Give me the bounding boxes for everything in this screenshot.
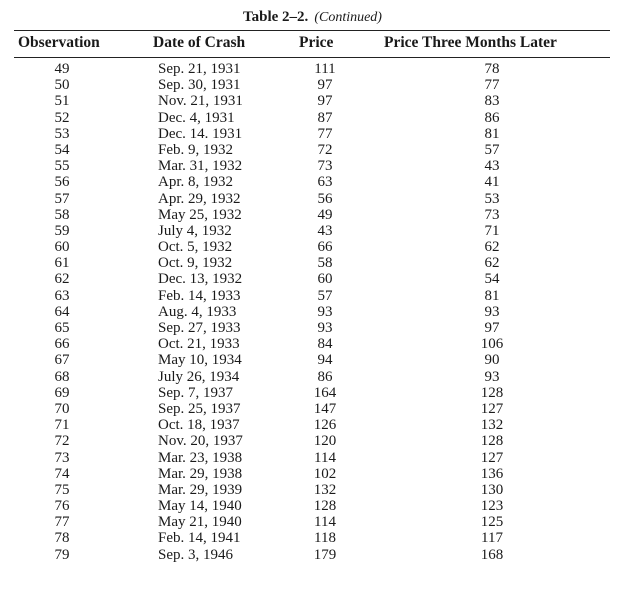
price-later-cell: 127 [480, 400, 504, 417]
table-caption [0, 8, 625, 27]
price-later-cell: 53 [484, 190, 500, 207]
observation-cell: 49 [54, 61, 70, 77]
price-cell: 97 [317, 93, 333, 110]
table-row [0, 401, 625, 417]
table-row [0, 336, 625, 352]
observation-cell: 67 [54, 352, 70, 369]
price-cell: 49 [317, 206, 333, 223]
price-later-cell: 41 [484, 174, 500, 191]
observation-cell: 77 [54, 514, 70, 531]
table-row [0, 93, 625, 109]
observation-cell: 54 [54, 141, 70, 158]
table-row [0, 142, 625, 158]
table-row [0, 77, 625, 93]
price-later-cell: 78 [484, 61, 500, 77]
table-row [0, 352, 625, 368]
date-cell: Sep. 3, 1946 [158, 546, 233, 563]
observation-cell: 66 [54, 336, 70, 353]
observation-cell: 78 [54, 530, 70, 547]
price-later-cell: 130 [480, 481, 504, 498]
table-row [0, 385, 625, 401]
price-later-cell: 83 [484, 93, 500, 110]
observation-cell: 69 [54, 384, 70, 401]
price-cell: 58 [317, 255, 333, 272]
table-continued-note: (Continued) [314, 10, 382, 25]
price-cell: 57 [317, 287, 333, 304]
date-cell: July 26, 1934 [158, 368, 240, 385]
date-cell: Dec. 4, 1931 [158, 109, 235, 126]
price-cell: 164 [313, 384, 337, 401]
price-later-cell: 128 [480, 384, 504, 401]
price-later-cell: 123 [480, 498, 504, 515]
date-cell: Oct. 21, 1933 [158, 336, 240, 353]
price-later-cell: 81 [484, 287, 500, 304]
price-cell: 56 [317, 190, 333, 207]
date-cell: Feb. 14, 1933 [158, 287, 241, 304]
price-cell: 72 [317, 141, 333, 158]
header-price: Price [299, 34, 334, 51]
table-row [0, 207, 625, 223]
table-row [0, 61, 625, 77]
price-cell: 102 [313, 465, 337, 482]
date-cell: Nov. 21, 1931 [158, 93, 243, 110]
date-cell: Nov. 20, 1937 [158, 433, 243, 450]
observation-cell: 53 [54, 125, 70, 142]
date-cell: Feb. 14, 1941 [158, 530, 241, 547]
table-row [0, 271, 625, 287]
price-later-cell: 62 [484, 255, 500, 272]
date-cell: Mar. 29, 1939 [158, 481, 243, 498]
table-row [0, 304, 625, 320]
date-cell: Sep. 7, 1937 [158, 384, 233, 401]
observation-cell: 58 [54, 206, 70, 223]
observation-cell: 72 [54, 433, 70, 450]
price-cell: 66 [317, 239, 333, 256]
date-cell: Aug. 4, 1933 [158, 303, 237, 320]
header-date-of-crash: Date of Crash [153, 34, 246, 51]
table-row [0, 547, 625, 563]
price-later-cell: 77 [484, 77, 500, 94]
price-cell: 77 [317, 125, 333, 142]
observation-cell: 51 [54, 93, 70, 110]
observation-cell: 64 [54, 303, 70, 320]
top-rule [14, 30, 610, 31]
price-cell: 126 [313, 417, 337, 434]
table-row [0, 110, 625, 126]
observation-cell: 61 [54, 255, 70, 272]
observation-cell: 71 [54, 417, 70, 434]
table-row [0, 498, 625, 514]
price-cell: 111 [314, 61, 336, 77]
price-cell: 86 [317, 368, 333, 385]
price-later-cell: 73 [484, 206, 500, 223]
price-later-cell: 54 [484, 271, 500, 288]
date-cell: Sep. 25, 1937 [158, 400, 241, 417]
observation-cell: 60 [54, 239, 70, 256]
header-rule [14, 57, 610, 58]
price-cell: 60 [317, 271, 333, 288]
observation-cell: 59 [54, 222, 70, 239]
observation-cell: 79 [54, 546, 70, 563]
price-cell: 94 [317, 352, 333, 369]
date-cell: Apr. 29, 1932 [158, 190, 241, 207]
price-cell: 97 [317, 77, 333, 94]
price-cell: 63 [317, 174, 333, 191]
price-cell: 87 [317, 109, 333, 126]
date-cell: Oct. 9, 1932 [158, 255, 233, 272]
price-cell: 118 [314, 530, 336, 547]
observation-cell: 70 [54, 400, 70, 417]
observation-cell: 76 [54, 498, 70, 515]
table-row [0, 450, 625, 466]
observation-cell: 63 [54, 287, 70, 304]
price-later-cell: 93 [484, 303, 500, 320]
date-cell: Mar. 23, 1938 [158, 449, 243, 466]
table-row [0, 126, 625, 142]
price-cell: 147 [313, 400, 337, 417]
observation-cell: 73 [54, 449, 70, 466]
price-later-cell: 106 [480, 336, 504, 353]
price-cell: 114 [314, 449, 336, 466]
table-row [0, 223, 625, 239]
price-later-cell: 97 [484, 320, 500, 336]
price-later-cell: 117 [481, 530, 503, 547]
date-cell: Oct. 18, 1937 [158, 417, 240, 434]
price-later-cell: 93 [484, 368, 500, 385]
table-row [0, 158, 625, 174]
table-number: Table 2–2. [243, 9, 309, 25]
observation-cell: 50 [54, 77, 70, 94]
table-row [0, 417, 625, 433]
date-cell: July 4, 1932 [158, 222, 232, 239]
date-cell: Mar. 31, 1932 [158, 158, 243, 175]
table-row [0, 369, 625, 385]
price-cell: 179 [313, 546, 337, 563]
price-cell: 120 [313, 433, 337, 450]
price-cell: 73 [317, 158, 333, 175]
price-later-cell: 81 [484, 125, 500, 142]
price-cell: 84 [317, 336, 333, 353]
table-row [0, 433, 625, 449]
date-cell: May 10, 1934 [158, 352, 242, 369]
observation-cell: 55 [54, 158, 70, 175]
table-row [0, 320, 625, 336]
observation-cell: 62 [54, 271, 70, 288]
date-cell: Sep. 30, 1931 [158, 77, 241, 94]
observation-cell: 75 [54, 481, 70, 498]
table-row [0, 191, 625, 207]
table-row [0, 514, 625, 530]
observation-cell: 56 [54, 174, 70, 191]
price-cell: 93 [317, 320, 333, 336]
table-row [0, 530, 625, 546]
date-cell: Sep. 27, 1933 [158, 320, 241, 336]
price-later-cell: 86 [484, 109, 500, 126]
header-price-three-months-later: Price Three Months Later [384, 34, 557, 51]
date-cell: Dec. 14. 1931 [158, 125, 243, 142]
table-row [0, 288, 625, 304]
date-cell: Sep. 21, 1931 [158, 61, 241, 77]
price-cell: 93 [317, 303, 333, 320]
table-body [0, 61, 625, 563]
price-cell: 114 [314, 514, 336, 531]
price-later-cell: 136 [480, 465, 504, 482]
price-cell: 128 [313, 498, 337, 515]
observation-cell: 52 [54, 109, 70, 126]
price-cell: 43 [317, 222, 333, 239]
date-cell: May 14, 1940 [158, 498, 242, 515]
date-cell: Apr. 8, 1932 [158, 174, 233, 191]
observation-cell: 74 [54, 465, 70, 482]
price-later-cell: 57 [484, 141, 500, 158]
observation-cell: 65 [54, 320, 70, 336]
date-cell: Dec. 13, 1932 [158, 271, 243, 288]
price-later-cell: 132 [480, 417, 504, 434]
date-cell: May 25, 1932 [158, 206, 242, 223]
table-row [0, 482, 625, 498]
price-later-cell: 127 [480, 449, 504, 466]
table-row [0, 174, 625, 190]
date-cell: Mar. 29, 1938 [158, 465, 243, 482]
price-later-cell: 128 [480, 433, 504, 450]
table-row [0, 255, 625, 271]
price-later-cell: 90 [484, 352, 500, 369]
price-later-cell: 43 [484, 158, 500, 175]
table-row [0, 239, 625, 255]
price-later-cell: 168 [480, 546, 504, 563]
price-cell: 132 [313, 481, 337, 498]
table-row [0, 466, 625, 482]
header-observation: Observation [18, 34, 100, 51]
observation-cell: 57 [54, 190, 70, 207]
price-later-cell: 62 [484, 239, 500, 256]
date-cell: May 21, 1940 [158, 514, 242, 531]
observation-cell: 68 [54, 368, 70, 385]
price-later-cell: 71 [484, 222, 500, 239]
date-cell: Oct. 5, 1932 [158, 239, 233, 256]
price-later-cell: 125 [480, 514, 504, 531]
date-cell: Feb. 9, 1932 [158, 141, 233, 158]
